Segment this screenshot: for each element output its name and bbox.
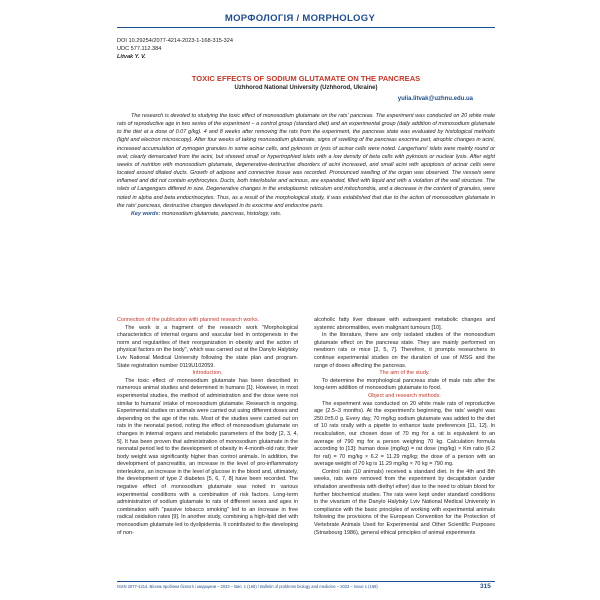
author: Litvak Y. V. xyxy=(117,54,146,60)
author-email: yulia.litvak@uzhnu.edu.ua xyxy=(397,96,473,102)
paragraph: alcoholic fatty liver disease with subsequent metabolic changes and systemic abnormalities, even malignant tumours [10]. xyxy=(314,317,495,331)
udc: UDC 577.112.384 xyxy=(117,46,162,52)
keywords: monosodium glutamate, pancreas, histology, rats. xyxy=(160,210,282,217)
footer-citation: ISSN 2077-4214. Вісник проблем біології і медицини – 2023 – Вип. 1 (168) / Bulletin of problems biology and medicine – 2023 – Issue 1 (168) xyxy=(117,584,378,589)
abstract xyxy=(117,112,495,218)
keywords-line xyxy=(117,210,495,218)
affiliation: Uzhhorod National University (Uzhhorod, Ukraine) xyxy=(234,85,378,91)
section-heading-aim: The aim of the study. xyxy=(379,370,430,377)
journal-section-title: МОРФОЛОГІЯ / MORPHOLOGY xyxy=(224,13,376,24)
left-column xyxy=(117,317,298,537)
paragraph: The experiment was conducted on 20 white male rats of reproductive age (2.5–3 months). At the experiment's beginning, the rats' weight was 250.0±5.0 g. Every day, 70 mg/kg sodium glutamate was added to the diet of 10 rats orally with a pipette to enhance taste preferences [11, 12]. In recalculation, our chosen dose of 70 mg for a rat is equivalent to an average of 790 mg for a person weighing 70 kg. Calculation formula according to [13]: human dose (mg/kg) = rat dose (mg/kg) × Km ratio (6.2 for rat) = 70 mg/kg × 6.2 = 11.29 mg/kg; the dose of a person with an average weight of 70 kg is 11.29 mg/kg × 70 kg = 790 mg. xyxy=(314,400,495,468)
section-heading-connection: Connection of the publication with planned research works. xyxy=(117,317,260,323)
doi: DOI 10.29254/2077-4214-2023-1-168-315-324 xyxy=(117,38,234,44)
paragraph: To determine the morphological pancreas state of male rats after the long-term addition of monosodium glutamate to food. xyxy=(314,377,495,392)
abstract-text: The research is devoted to studying the toxic effect of monosodium glutamate on the rats' pancreas. The experiment was conducted on 20 white male rats of reproductive age in two series of the experiment – a control group (standard diet) and an experimental group (daily addition of monosodium glutamate to the diet at a dose of 0.07 g/kg). 4 and 8 weeks after removing the rats from the experiment, the pancreas state was evaluated by histological methods (light and electron microscopy). After four weeks of taking monosodium glutamate, signs of swelling of the pancreas exocrine part, atrophic changes in acini, increased accumulation of zymogen granules in some acinar cells, and pyknosis or lysis of acinar cells were noted. Langerhans' islets were mainly round or oval; clearly demarcated from the acini, but showed small or hypertrophied islets with a low density of beta cells with pyknosis or nuclear lysis. After eight weeks of nutrition with monosodium glutamate, degenerative-destructive disorders of acini increased, and small acini with apoptosis of acinar cells were located around dilated ducts. Growth of adipose and connective tissue was recorded. Pronounced swelling of the organ was observed. The vessels were inflamed and did not contain erythrocytes. Ducts, both interlobular and acinous, are expanded, filled with liquid and with a violation of the wall structure. The islets of Langengars differed in size. Degenerative changes in the endoplasmic reticulum and mitochondria, and a decrease in the content of granules, were noted in alpha and beta endocrinocytes. Thus, as a result of the morphological study, it was established that due to the action of monosodium glutamate in the rats' pancreas, destructive changes developed in its exocrine and endocrine parts. xyxy=(117,113,495,209)
footer-divider xyxy=(117,581,495,582)
section-heading-methods: Object and research methods. xyxy=(368,392,441,399)
paragraph: Control rats (10 animals) received a standard diet. In the 4th and 8th weeks, rats were removed from the experiment by decapitation (under inhalation anesthesia with diethyl ether) due to the need to obtain blood for further biochemical studies. The rats were kept under standard conditions in the vivarium of the Danylo Halytsky Lviv National Medical University in compliance with the basic principles of working with experimental animals following the provisions of the European Convention for the Protection of Vertebrate Animals Used for Experimental and Other Scientific Purposes (Strasbourg 1986), general ethical principles of animal experiments xyxy=(314,468,495,536)
keywords-label: Key words: xyxy=(131,210,161,217)
header-divider xyxy=(117,27,495,28)
paragraph: In the literature, there are only isolated studies of the monosodium glutamate effect on the pancreas state. They are mainly performed on newborn rats or mice [2, 5, 7]. Therefore, it prompts researchers to continue experimental studies on the duration of use of MSG and the range of doses affecting the pancreas. xyxy=(314,332,495,369)
article-title: TOXIC EFFECTS OF SODIUM GLUTAMATE ON THE PANCREAS xyxy=(191,74,421,83)
page-number: 315 xyxy=(480,583,491,590)
paragraph: The work is a fragment of the research work "Morphological characteristics of internal organs and vascular bed in ontogenesis in the norm and regularities of their reorganization in obesity and the action of physical factors on the body", which was carried out at the Danylo Halytsky Lviv National Medical University following the state plan and program. State registration number 0119U102059. xyxy=(117,324,298,369)
paragraph: The toxic effect of monosodium glutamate has been described in numerous animal studies and determined in humans [1]. However, in most experimental studies, the method of administration and the dose were not similar to humans' intake of monosodium glutamate. Research is ongoing. Experimental studies on animals were carried out using different doses and depending on the age of the rats. Most of the studies were carried out on rats in the neonatal period, noting the effect of monosodium glutamate on changes in internal organs and metabolic parameters of the body [2, 3, 4, 5]. It has been proven that administration of monosodium glutamate in the neonatal period led to the development of obesity in 4-month-old rats; their body weight was significantly higher than control animals. In addition, the development of pancreatitis, an increase in the level of pro-inflammatory interleukins, an increase in the level of glucose in the blood and, ultimately, the development of type 2 diabetes [5, 6, 7, 8] have been recorded. The negative effect of monosodium glutamate was noted in various experimental conditions with a combination of risk factors. Long-term administration of sodium glutamate to rats of different sexes and ages in combination with "passive tobacco smoking" led to an increase in free radical oxidation rates [9]. In another study, combining a high-lipid diet with monosodium glutamate led to dyslipidemia. It contributed to the developing of non- xyxy=(117,377,298,536)
right-column xyxy=(314,317,495,537)
section-heading-introduction: Introduction. xyxy=(192,370,223,377)
